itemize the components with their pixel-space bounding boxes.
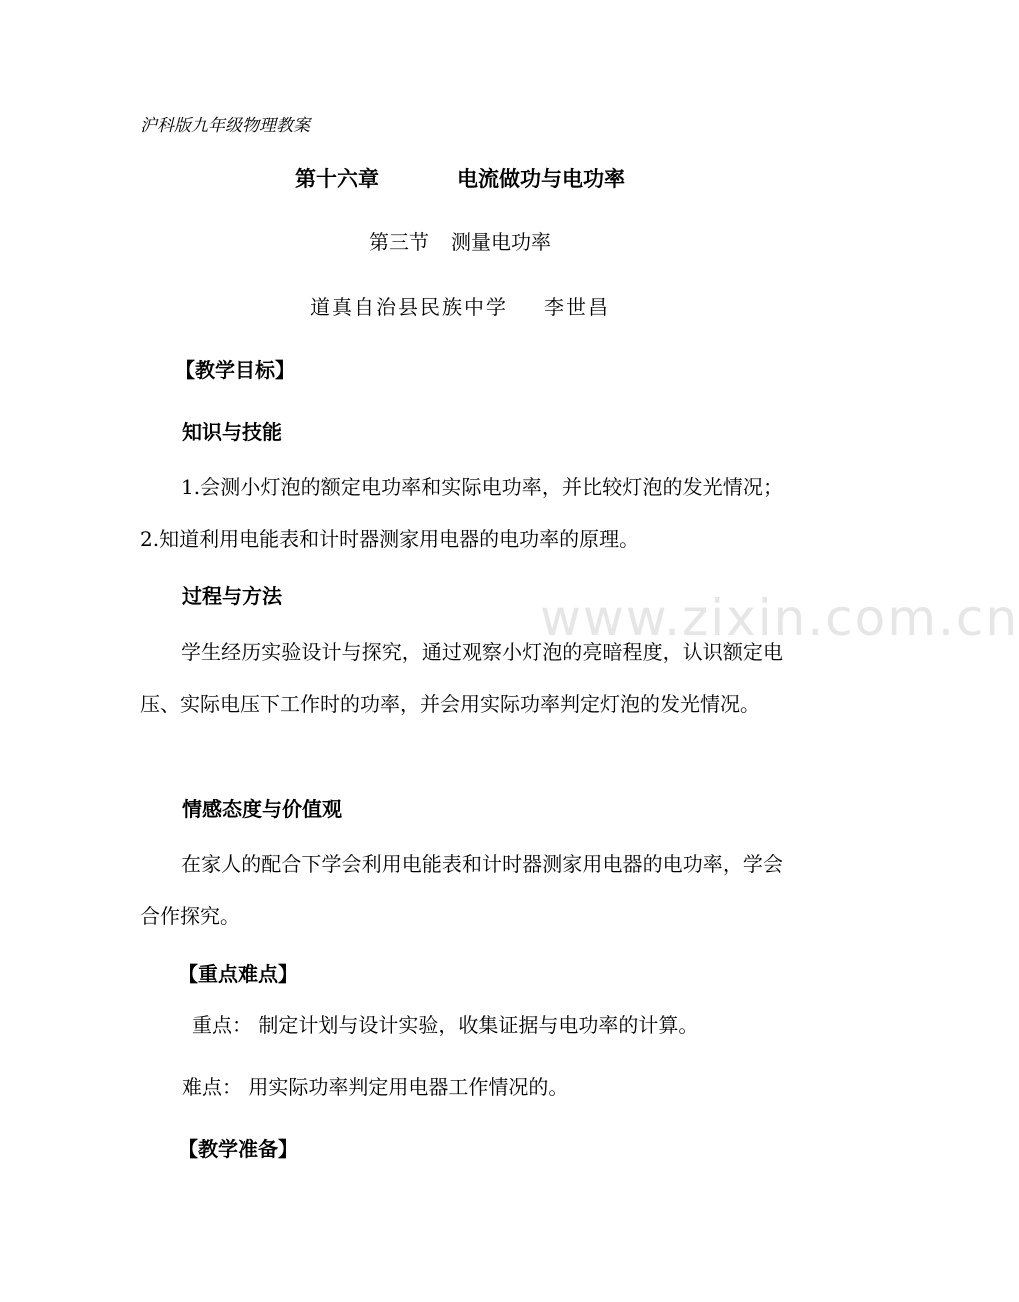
process-heading: 过程与方法 — [182, 584, 282, 608]
process-text: 学生经历实验设计与探究，通过观察小灯泡的亮暗程度，认识额定电压、实际电压下工作时的功率，并会用实际功率判定灯泡的发光情况。 — [140, 640, 783, 716]
author-school: 道真自治县民族中学 — [310, 295, 508, 319]
difficult-point-text: 难点： 用实际功率判定用电器工作情况的。 — [182, 1075, 569, 1099]
watermark: www.zixin.com.cn — [540, 589, 1019, 647]
knowledge-text: 1.会测小灯泡的额定电功率和实际电功率，并比较灯泡的发光情况；2.知道利用电能表和计时器测家用电器的电功率的原理。 — [140, 475, 783, 551]
author-line — [0, 293, 920, 321]
key-point-text: 重点： 制定计划与设计实验，收集证据与电功率的计算。 — [192, 1013, 699, 1037]
header-note: 沪科版九年级物理教案 — [140, 116, 310, 136]
knowledge-heading: 知识与技能 — [182, 420, 282, 444]
attitude-text: 在家人的配合下学会利用电能表和计时器测家用电器的电功率，学会合作探究。 — [140, 852, 783, 928]
section-title — [0, 228, 920, 256]
chapter-number: 第十六章 — [295, 167, 379, 191]
chapter-name: 电流做功与电功率 — [457, 167, 625, 191]
section-name: 测量电功率 — [451, 230, 551, 254]
section-number: 第三节 — [369, 230, 429, 254]
key-points-heading: 【重点难点】 — [178, 962, 298, 986]
objectives-heading: 【教学目标】 — [175, 358, 295, 382]
author-name: 李世昌 — [544, 295, 610, 319]
attitude-heading: 情感态度与价值观 — [182, 797, 342, 821]
chapter-title — [0, 165, 920, 193]
preparation-heading: 【教学准备】 — [178, 1137, 298, 1161]
